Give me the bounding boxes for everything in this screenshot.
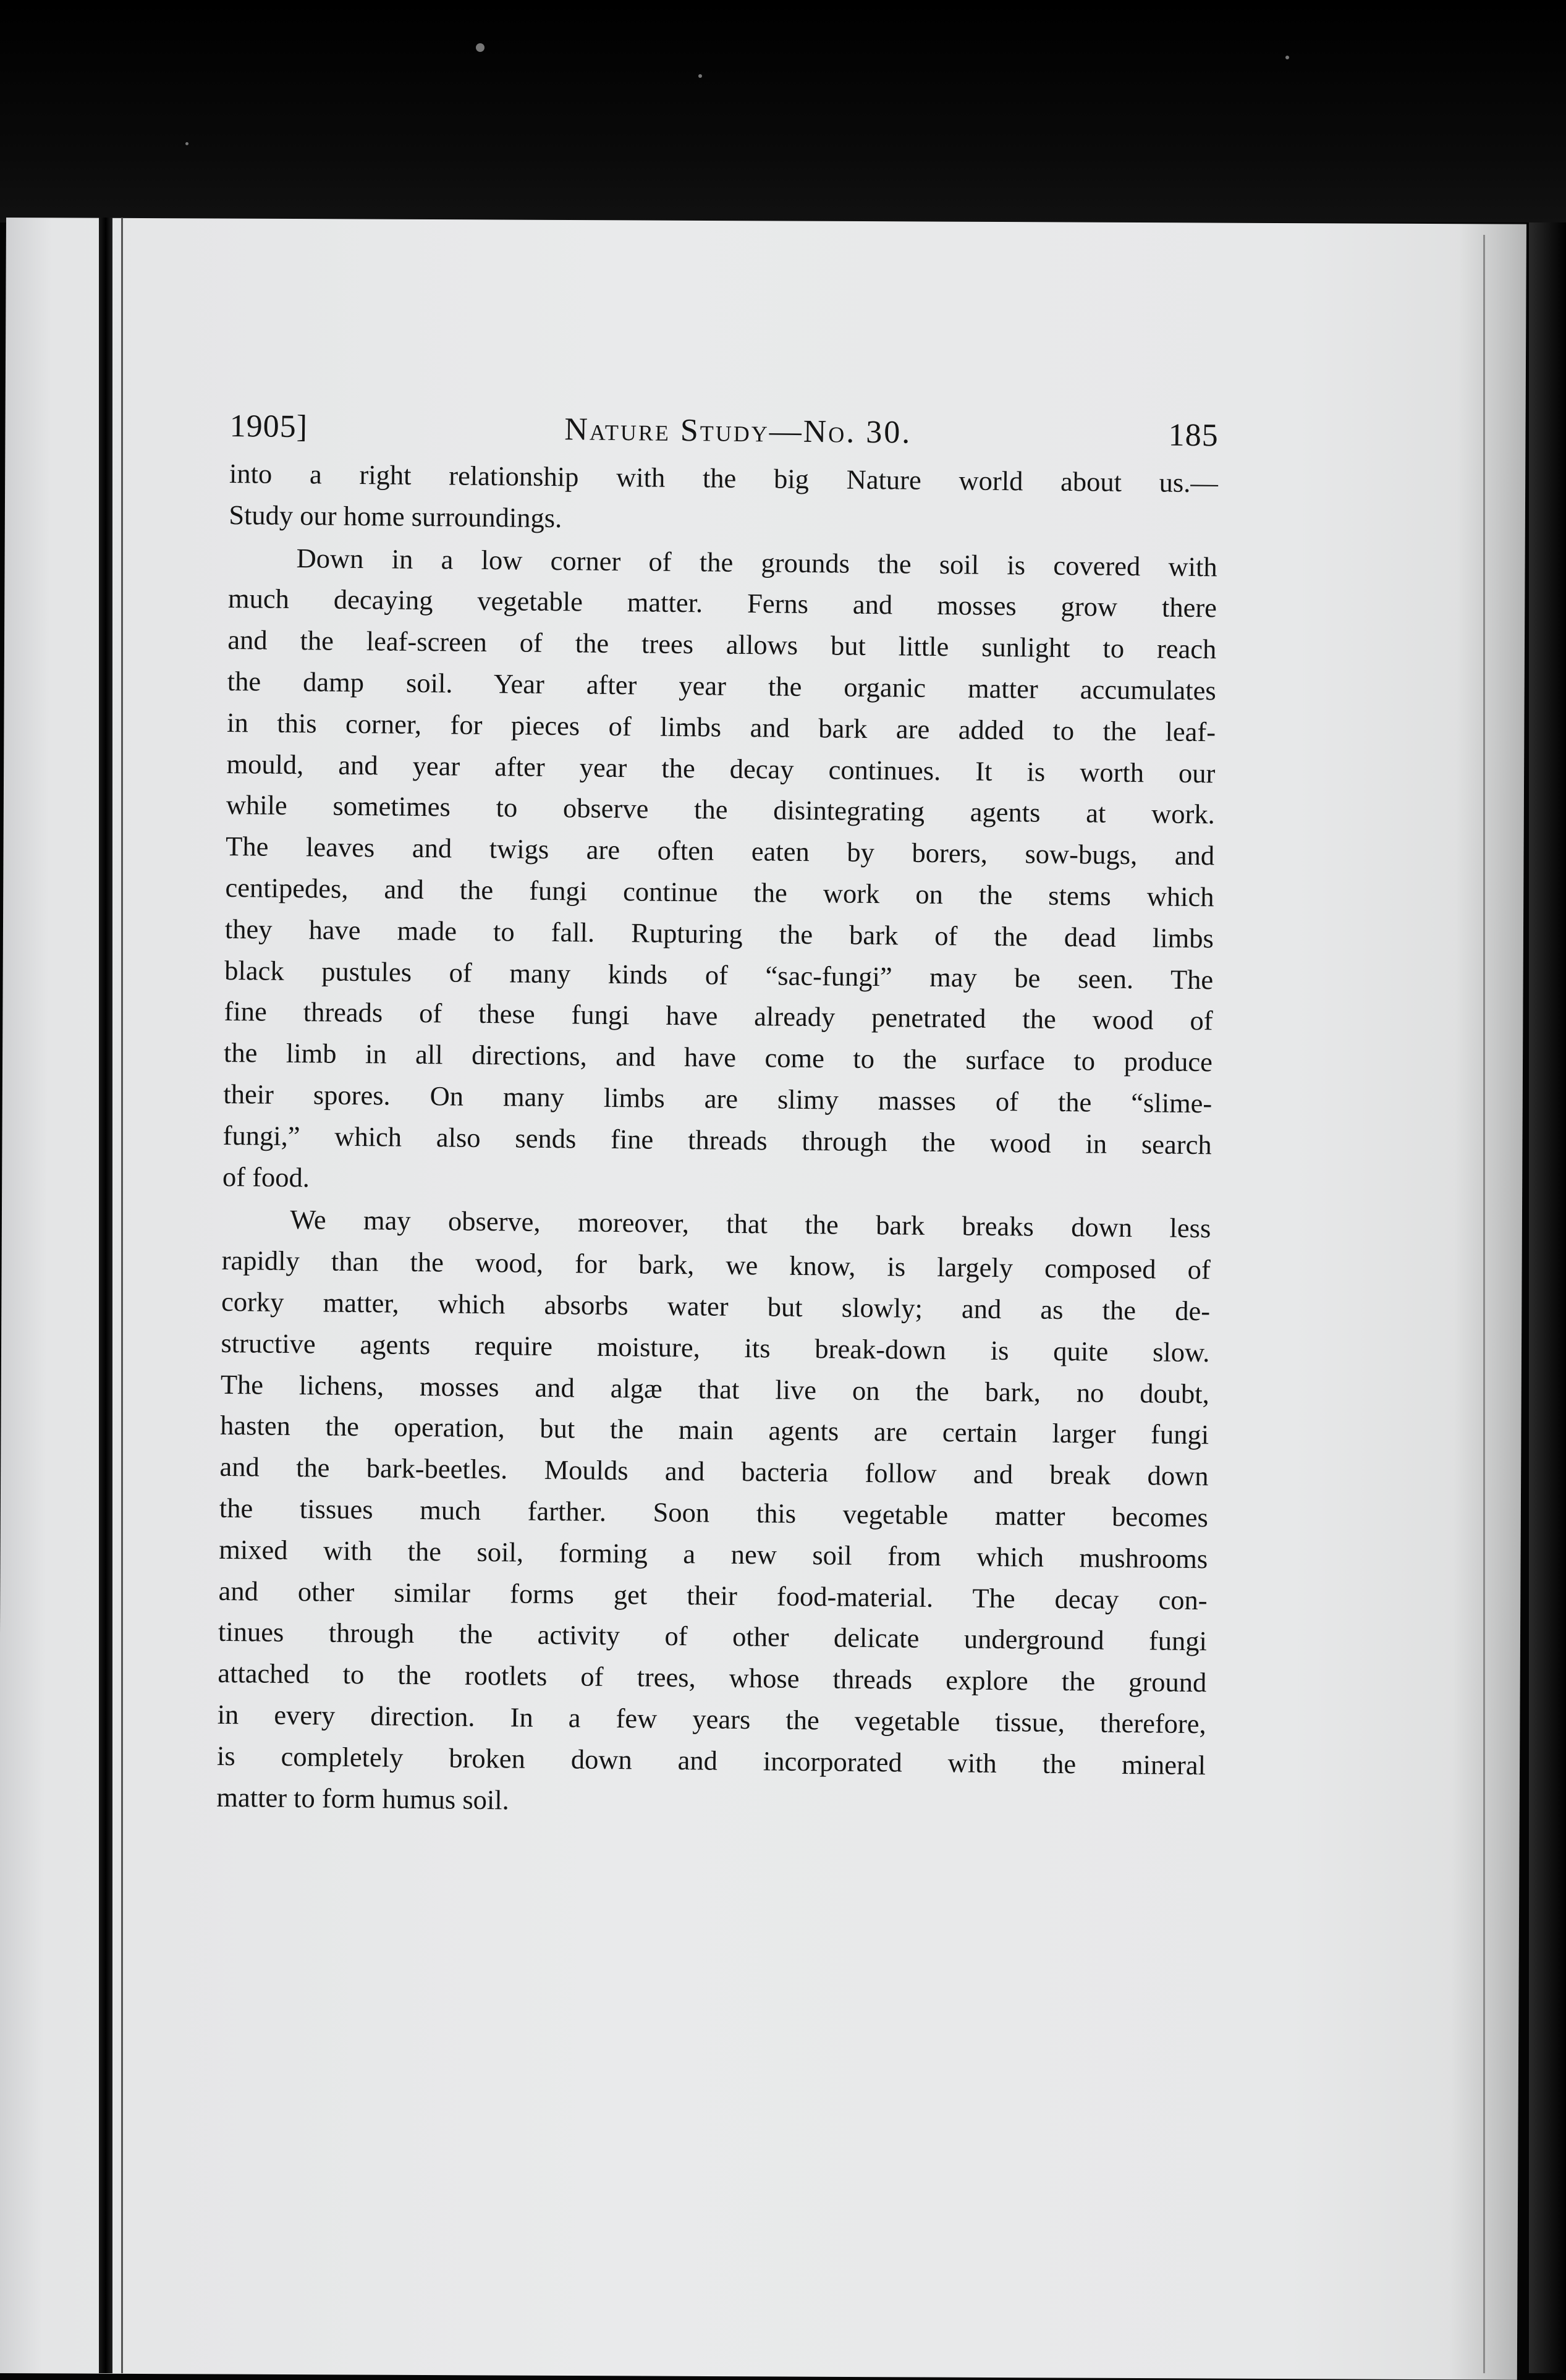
page-binding-line	[121, 218, 123, 2373]
page-binding-edge	[99, 218, 112, 2373]
body-text	[216, 453, 1218, 1827]
text-line: into a right relationship with the big Nature world about us.—	[229, 457, 1219, 499]
text-line: structive agents require moisture, its break-down is quite slow.	[221, 1327, 1210, 1368]
text-line: centipedes, and the fungi continue the work on the stems which	[225, 871, 1214, 913]
text-line: and other similar forms get their food-material. The decay con-	[218, 1575, 1208, 1616]
header-page-number: 185	[1168, 417, 1219, 454]
text-line: rapidly than the wood, for bark, we know, is largely composed of	[221, 1245, 1211, 1285]
text-line: The leaves and twigs are often eaten by borers, sow-bugs, and	[225, 831, 1215, 871]
text-line: corky matter, which absorbs water but slowly; and as the de-	[221, 1285, 1211, 1327]
text-line: mould, and year after year the decay continues. It is worth our	[226, 748, 1216, 789]
scanner-background	[0, 0, 1566, 222]
scan-speck	[185, 142, 188, 145]
scan-speck	[1285, 56, 1289, 59]
text-line: their spores. On many limbs are slimy masses of the “slime-	[223, 1078, 1213, 1119]
page-right-edge	[1529, 222, 1566, 2373]
page-fold-line	[1483, 235, 1485, 2373]
text-line: tinues through the activity of other delicate underground fungi	[218, 1616, 1208, 1657]
text-line: attached to the rootlets of trees, whose threads explore the ground	[218, 1658, 1207, 1698]
text-line: fungi,” which also sends fine threads through the wood in search	[222, 1119, 1212, 1161]
text-line: while sometimes to observe the disintegrating agents at work.	[226, 789, 1215, 830]
text-line: of food.	[222, 1161, 310, 1193]
text-line: much decaying vegetable matter. Ferns and mosses grow there	[227, 583, 1217, 624]
text-line: and the bark-beetles. Moulds and bacteria follow and break down	[219, 1451, 1209, 1492]
text-line: Study our home surroundings.	[229, 499, 562, 533]
text-line: and the leaf-screen of the trees allows but little sunlight to reach	[227, 624, 1217, 665]
paragraph	[222, 537, 1217, 1207]
text-line: in this corner, for pieces of limbs and bark are added to the leaf-	[226, 706, 1216, 748]
header-title: Nature Study—No. 30.	[564, 412, 912, 451]
text-line: the damp soil. Year after year the organic matter accumulates	[227, 665, 1216, 706]
page-shadow	[1449, 224, 1526, 2379]
text-line: matter to form humus soil.	[216, 1781, 510, 1815]
text-line: fine threads of these fungi have already penetrated the wood of	[224, 996, 1213, 1036]
scan-speck	[698, 74, 702, 78]
page-content	[216, 408, 1219, 1827]
text-line: in every direction. In a few years the vegetable tissue, therefore,	[217, 1698, 1206, 1740]
text-line: hasten the operation, but the main agents are certain larger fungi	[219, 1410, 1209, 1450]
text-line: they have made to fall. Rupturing the bark of the dead limbs	[224, 913, 1214, 954]
text-line: mixed with the soil, forming a new soil from which mushrooms	[219, 1533, 1208, 1574]
paragraph	[229, 453, 1218, 545]
text-line: We may observe, moreover, that the bark breaks down less	[290, 1204, 1211, 1244]
paragraph	[216, 1198, 1211, 1827]
text-line: The lichens, mosses and algæ that live on the bark, no doubt,	[220, 1368, 1210, 1409]
text-line: the limb in all directions, and have come to the surface to produce	[223, 1037, 1213, 1078]
text-line: Down in a low corner of the grounds the soil is covered with	[296, 542, 1217, 582]
scan-speck	[476, 43, 485, 52]
text-line: black pustules of many kinds of “sac-fungi” may be seen. The	[224, 954, 1214, 995]
text-line: is completely broken down and incorporated with the mineral	[216, 1740, 1206, 1781]
text-line: the tissues much farther. Soon this vegetable matter becomes	[219, 1492, 1209, 1533]
header-year: 1905]	[229, 408, 308, 445]
